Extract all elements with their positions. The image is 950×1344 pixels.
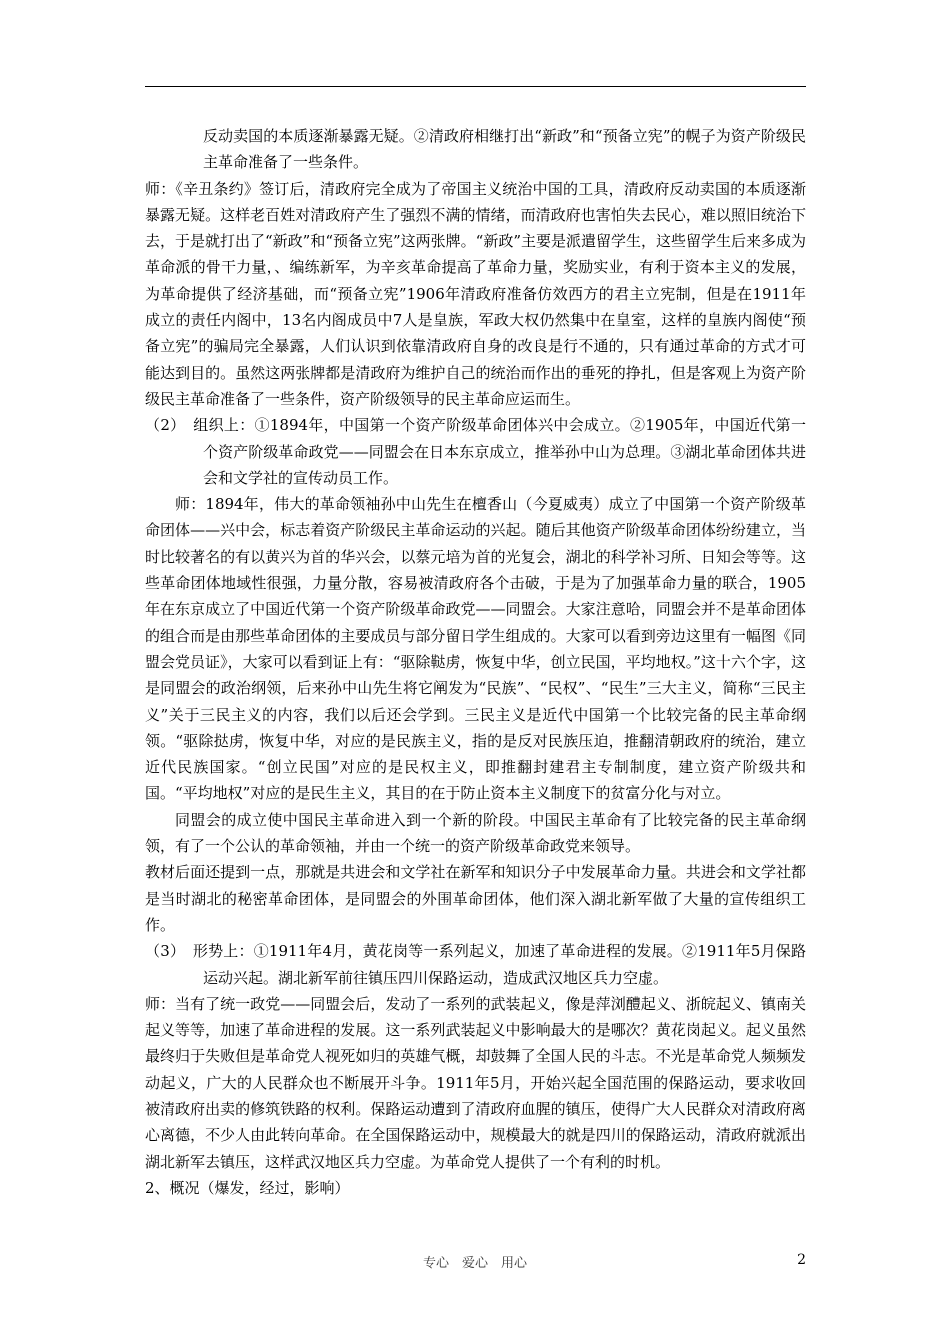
paragraph-point-3-situation: （3） 形势上：①1911年4月，黄花岗等一系列起义，加速了革命进程的发展。②1911年5月保路运动兴起。湖北新军前往镇压四川保路运动，造成武汉地区兵力空虚。 [145,942,806,987]
paragraph-teacher-tongmenghui: 师：1894年，伟大的革命领袖孙中山先生在檀香山（今夏威夷）成立了中国第一个资产阶级革命团体——兴中会，标志着资产阶级民主革命运动的兴起。随后其他资产阶级革命团体纷纷建立，当时比较著名的有以黄兴为首的华兴会，以蔡元培为首的光复会，湖北的科学补习所、日知会等等。这些革命团体地域性很强，力量分散，容易被清政府各个击破，于是为了加强革命力量的联合，1905年在东京成立了中国近代第一个资产阶级革命政党——同盟会。大家注意哈，同盟会并不是革命团体的组合而是由那些革命团体的主要成员与部分留日学生组成的。大家可以看到旁边这里有一幅图《同盟会党员证》，大家可以看到证上有：“驱除鞑虏，恢复中华，创立民国，平均地权。”这十六个字，这是同盟会的政治纲领，后来孙中山先生将它阐发为“民族”、“民权”、“民生”三大主义，简称“三民主义”关于三民主义的内容，我们以后还会学到。三民主义是近代中国第一个比较完备的民主革命纲领。“驱除挞虏，恢复中华，对应的是民族主义，指的是反对民族压迫，推翻清朝政府的统治，建立近代民族国家。“创立民国”对应的是民权主义，即推翻封建君主专制制度，建立资产阶级共和国。“平均地权”对应的是民生主义，其目的在于防止资本主义制度下的贫富分化与对立。 [145,495,806,803]
document-body [145,123,806,1201]
header-rule [145,86,806,87]
paragraph-tongmenghui-significance: 同盟会的成立使中国民主革命进入到一个新的阶段。中国民主革命有了比较完备的民主革命纲领，有了一个公认的革命领袖，并由一个统一的资产阶级革命政党来领导。 [145,810,806,856]
paragraph-teacher-uprisings: 师：当有了统一政党——同盟会后，发动了一系列的武装起义，像是萍浏醴起义、浙皖起义、镇南关起义等等，加速了革命进程的发展。这一系列武装起义中影响最大的是哪次？黄花岗起义。起义虽然最终归于失败但是革命党人视死如归的英雄气概，却鼓舞了全国人民的斗志。不光是革命党人频频发动起义，广大的人民群众也不断展开斗争。1911年5月，开始兴起全国范围的保路运动，要求收回被清政府出卖的修筑铁路的权利。保路运动遭到了清政府血腥的镇压，使得广大人民群众对清政府离心离德，不少人由此转向革命。在全国保路运动中，规模最大的就是四川的保路运动，清政府就派出湖北新军去镇压，这样武汉地区兵力空虚。为革命党人提供了一个有利的时机。 [145,994,806,1171]
section-heading-overview: 2、概况（爆发，经过，影响） [145,1178,350,1197]
page-number: 2 [797,1252,806,1268]
footer-motto: 专心 爱心 用心 [422,1256,527,1271]
paragraph-teacher-xinchou: 师：《辛丑条约》签订后，清政府完全成为了帝国主义统治中国的工具，清政府反动卖国的本质逐渐暴露无疑。这样老百姓对清政府产生了强烈不满的情绪，而清政府也害怕失去民心，难以照旧统治下去，于是就打出了“新政”和“预备立宪”这两张牌。“新政”主要是派遣留学生，这些留学生后来多成为革命派的骨干力量，、编练新军，为辛亥革命提高了革命力量，奖励实业，有利于资本主义的发展，为革命提供了经济基础，而“预备立宪”1906年清政府准备仿效西方的君主立宪制，但是在1911年成立的责任内阁中，13名内阁成员中7人是皇族，军政大权仍然集中在皇室，这样的皇族内阁使“预备立宪”的骗局完全暴露，人们认识到依靠清政府自身的改良是行不通的，只有通过革命的方式才可能达到目的。虽然这两张牌都是清政府为维护自己的统治而作出的垂死的挣扎，但是客观上为资产阶级民主革命准备了一些条件，资产阶级领导的民主革命应运而生。 [145,179,807,408]
paragraph-continuation: 反动卖国的本质逐渐暴露无疑。②清政府相继打出“新政”和“预备立宪”的幌子为资产阶级民主革命准备了一些条件。 [203,127,806,172]
paragraph-gongjinhui-wenxueshe: 教材后面还提到一点，那就是共进会和文学社在新军和知识分子中发展革命力量。共进会和文学社都是当时湖北的秘密革命团体，是同盟会的外围革命团体，他们深入湖北新军做了大量的宣传组织工作。 [145,863,806,934]
paragraph-point-2-organization: （2） 组织上：①1894年，中国第一个资产阶级革命团体兴中会成立。②1905年，中国近代第一个资产阶级革命政党——同盟会在日本东京成立，推举孙中山为总理。③湖北革命团体共进会和文学社的宣传动员工作。 [145,416,806,487]
